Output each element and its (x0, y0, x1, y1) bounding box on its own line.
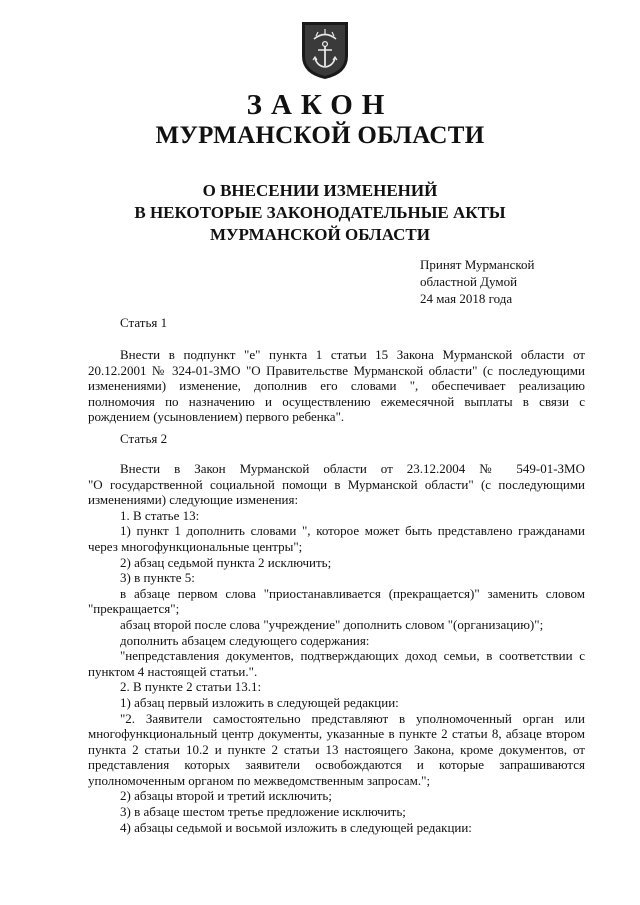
text-line: 2) абзац седьмой пункта 2 исключить; (120, 554, 332, 570)
text-line: изменениями) следующие изменения: (88, 492, 299, 508)
coat-of-arms-emblem (300, 18, 350, 80)
text-line: через многофункциональные центры"; (88, 538, 303, 554)
text-line: уполномоченным органом по межведомственным запросам."; (88, 772, 431, 788)
text-line: изменениями) изменение, дополнив его словами ", обеспечивает реализацию (88, 378, 585, 394)
text-line: Внести в подпункт "е" пункта 1 статьи 15 Закона Мурманской области от (120, 347, 585, 362)
text-line: пунктом 4 настоящей статьи.". (88, 663, 258, 679)
text-line: пункта 2 статьи 10.2 и пункте 2 статьи 13 настоящего Закона, кроме документов, от (88, 741, 585, 757)
text-line: 20.12.2001 № 324-01-ЗМО "О Правительстве Мурманской области" (с последующими (88, 362, 585, 378)
text-line: дополнить абзацем следующего содержания: (120, 632, 370, 648)
article-2-heading: Статья 2 (120, 431, 168, 446)
subject-line: О ВНЕСЕНИИ ИЗМЕНЕНИЙ (202, 181, 438, 200)
adoption-line: областной Думой (420, 274, 518, 289)
law-title: ЗАКОН (246, 89, 394, 121)
article-1-text (88, 347, 585, 425)
adoption-note (420, 256, 535, 307)
text-line: Внести в Закон Мурманской области от 23.12.2004 № 549-01-ЗМО (120, 461, 585, 476)
text-line: "прекращается"; (88, 601, 180, 617)
law-subject (0, 180, 640, 246)
text-line: 3) в пункте 5: (120, 570, 195, 586)
text-line: 2. В пункте 2 статьи 13.1: (120, 679, 262, 695)
text-line: 4) абзацы седьмой и восьмой изложить в следующей редакции: (120, 819, 472, 835)
article-2-text (88, 461, 585, 835)
text-line: рождением (усыновлением) первого ребенка". (88, 409, 345, 425)
subject-line: В НЕКОТОРЫЕ ЗАКОНОДАТЕЛЬНЫЕ АКТЫ (134, 203, 506, 222)
text-line: 1) пункт 1 дополнить словами ", которое может быть представлено гражданами (120, 523, 585, 539)
text-line: 1. В статье 13: (120, 507, 200, 523)
text-line: "О государственной социальной помощи в Мурманской области" (с последующими (88, 476, 585, 492)
article-1-heading: Статья 1 (120, 315, 168, 330)
text-line: 1) абзац первый изложить в следующей редакции: (120, 694, 399, 710)
text-line: "непредставления документов, подтверждающих доход семьи, в соответствии с (120, 648, 585, 664)
subject-line: МУРМАНСКОЙ ОБЛАСТИ (210, 225, 430, 244)
text-line: в абзаце первом слова "приостанавливается (прекращается)" заменить словом (120, 585, 585, 601)
adoption-line: Принят Мурманской (420, 257, 535, 272)
text-line: многофункциональный центр документы, указанные в пункте 2 статьи 8, абзаце втором (88, 726, 585, 742)
text-line: полномочия по назначению и осуществлению ежемесячной выплаты в связи с (88, 393, 585, 409)
text-line: "2. Заявители самостоятельно представляют в уполномоченный орган или (120, 710, 585, 726)
text-line: 2) абзацы второй и третий исключить; (120, 788, 332, 804)
region-title: МУРМАНСКОЙ ОБЛАСТИ (155, 122, 485, 149)
text-line: 3) в абзаце шестом третье предложение исключить; (120, 804, 406, 820)
adoption-line: 24 мая 2018 года (420, 291, 513, 306)
text-line: представления которых заявители освобождаются и которые запрашиваются (88, 757, 585, 773)
text-line: абзац второй после слова "учреждение" дополнить словом "(организацию)"; (120, 616, 544, 632)
